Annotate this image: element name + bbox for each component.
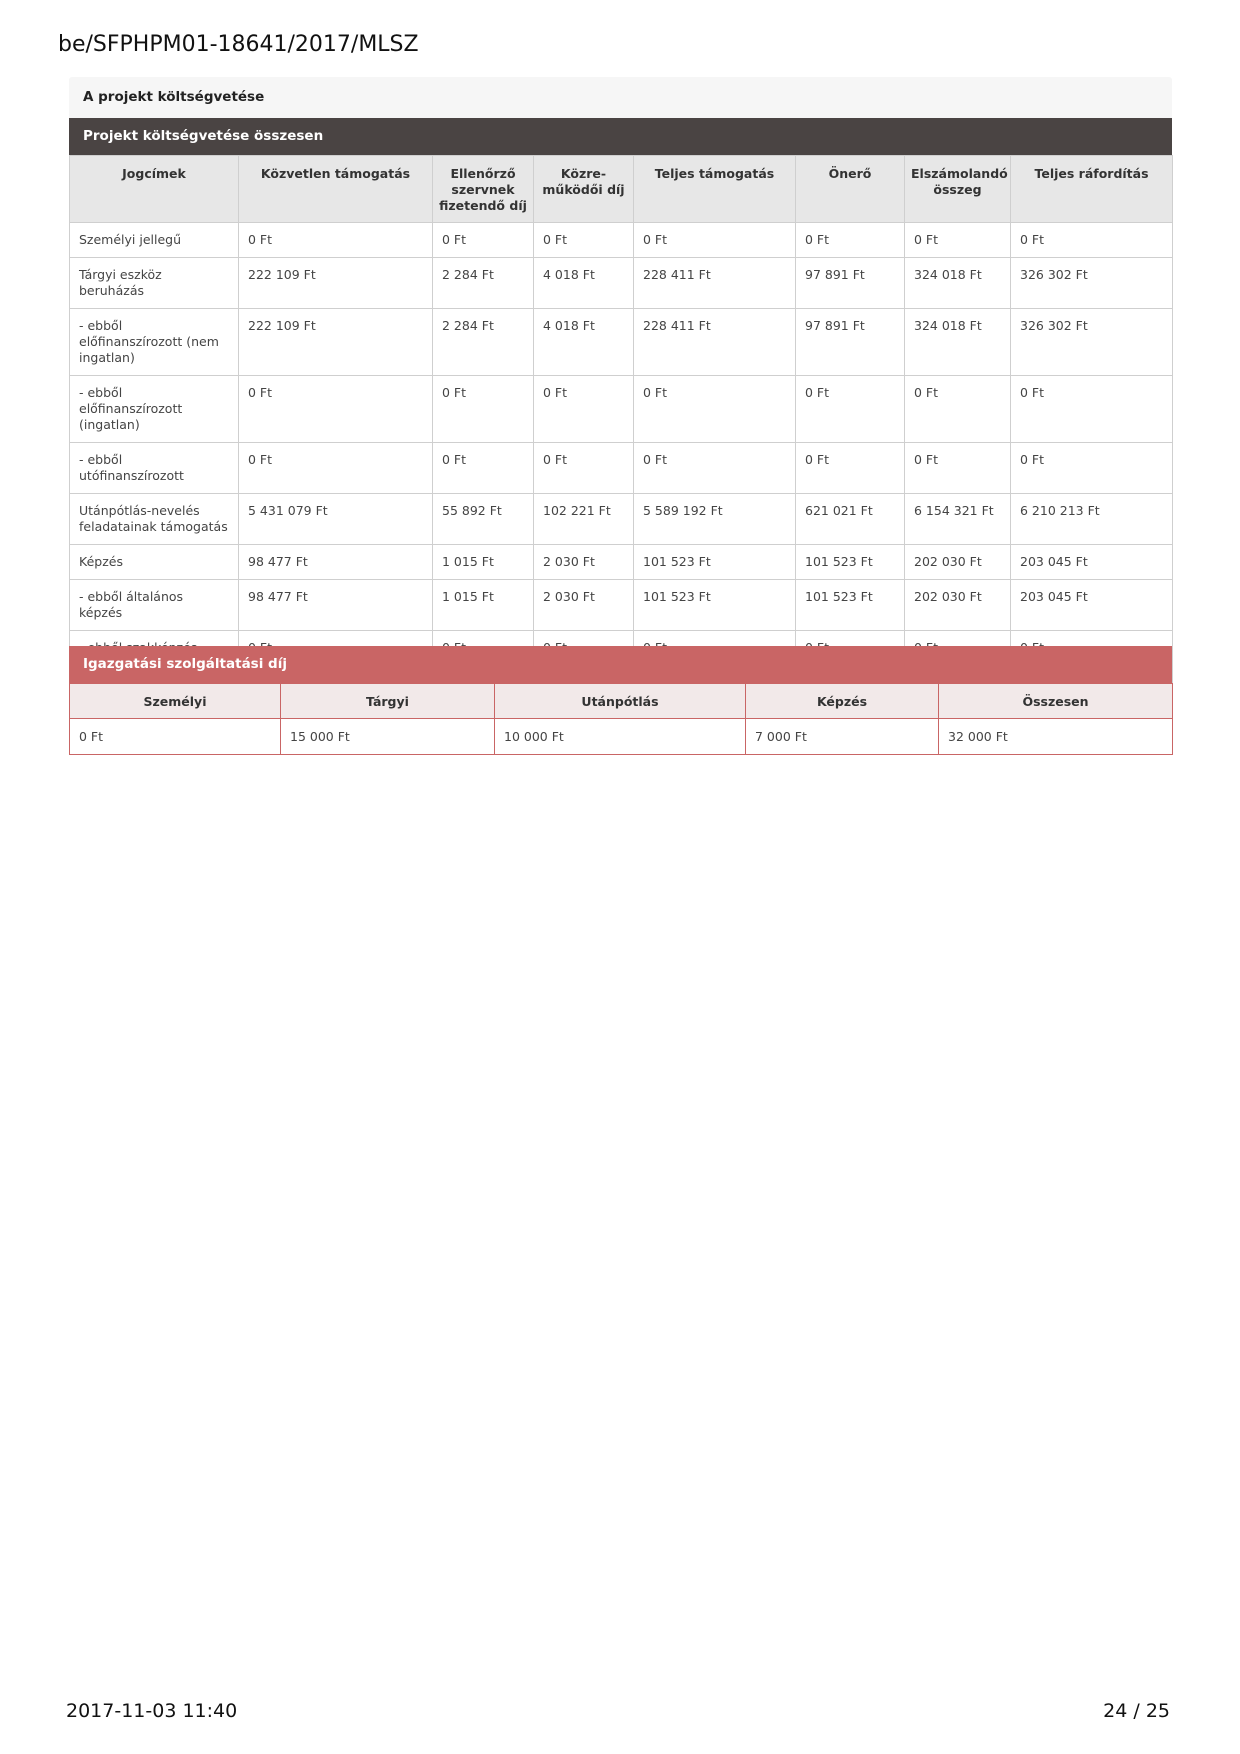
table-cell: 15 000 Ft [281, 719, 495, 755]
table-cell: 0 Ft [534, 223, 634, 258]
table-cell: 101 523 Ft [796, 580, 905, 631]
header-cell: Személyi [70, 684, 281, 719]
table-cell: 0 Ft [70, 719, 281, 755]
row-label: Tárgyi eszköz beruházás [70, 258, 239, 309]
header-cell: Képzés [746, 684, 939, 719]
table-cell: 0 Ft [1011, 376, 1173, 443]
table-cell: 324 018 Ft [905, 258, 1011, 309]
table-cell: 228 411 Ft [634, 258, 796, 309]
table-cell: 0 Ft [905, 223, 1011, 258]
row-label: Képzés [70, 545, 239, 580]
table-cell: 2 030 Ft [534, 545, 634, 580]
header-cell: Elszámolandó összeg [905, 156, 1011, 223]
header-cell: Utánpótlás [495, 684, 746, 719]
header-cell: Közre-működői díj [534, 156, 634, 223]
table-cell: 5 589 192 Ft [634, 494, 796, 545]
table-cell: 55 892 Ft [433, 494, 534, 545]
table-cell: 324 018 Ft [905, 309, 1011, 376]
budget-table-title: Projekt költségvetése összesen [69, 118, 1172, 155]
row-label: Személyi jellegű [70, 223, 239, 258]
table-cell: 4 018 Ft [534, 258, 634, 309]
table-cell: 0 Ft [905, 443, 1011, 494]
table-cell: 98 477 Ft [239, 580, 433, 631]
table-cell: 621 021 Ft [796, 494, 905, 545]
table-row [70, 545, 1173, 580]
table-cell: 202 030 Ft [905, 545, 1011, 580]
header-cell: Összesen [939, 684, 1173, 719]
table-cell: 0 Ft [534, 443, 634, 494]
row-label: - ebből előfinanszírozott (ingatlan) [70, 376, 239, 443]
table-cell: 6 210 213 Ft [1011, 494, 1173, 545]
table-cell: 7 000 Ft [746, 719, 939, 755]
table-row [70, 580, 1173, 631]
header-cell: Közvetlen támogatás [239, 156, 433, 223]
table-cell: 0 Ft [534, 376, 634, 443]
table-cell: 2 030 Ft [534, 580, 634, 631]
table-cell: 0 Ft [433, 223, 534, 258]
table-row [70, 719, 1173, 755]
table-cell: 0 Ft [239, 443, 433, 494]
header-cell: Ellenőrző szervnek fizetendő díj [433, 156, 534, 223]
table-cell: 203 045 Ft [1011, 580, 1173, 631]
table-cell: 222 109 Ft [239, 258, 433, 309]
table-cell: 97 891 Ft [796, 258, 905, 309]
table-cell: 203 045 Ft [1011, 545, 1173, 580]
table-row [70, 494, 1173, 545]
table-cell: 32 000 Ft [939, 719, 1173, 755]
fee-table [69, 683, 1173, 755]
table-cell: 0 Ft [796, 376, 905, 443]
table-cell: 6 154 321 Ft [905, 494, 1011, 545]
budget-table [69, 155, 1173, 701]
fee-table-title: Igazgatási szolgáltatási díj [69, 646, 1172, 683]
table-row [70, 258, 1173, 309]
table-cell: 0 Ft [796, 223, 905, 258]
table-cell: 0 Ft [634, 376, 796, 443]
table-cell: 101 523 Ft [634, 545, 796, 580]
row-label: Utánpótlás-nevelés feladatainak támogatás [70, 494, 239, 545]
table-cell: 10 000 Ft [495, 719, 746, 755]
table-row [70, 309, 1173, 376]
table-cell: 1 015 Ft [433, 580, 534, 631]
table-cell: 0 Ft [433, 376, 534, 443]
table-cell: 101 523 Ft [634, 580, 796, 631]
table-cell: 101 523 Ft [796, 545, 905, 580]
table-cell: 102 221 Ft [534, 494, 634, 545]
table-cell: 0 Ft [1011, 443, 1173, 494]
table-cell: 5 431 079 Ft [239, 494, 433, 545]
budget-header-row [70, 156, 1173, 223]
header-cell: Jogcímek [70, 156, 239, 223]
row-label: - ebből előfinanszírozott (nem ingatlan) [70, 309, 239, 376]
header-cell: Teljes támogatás [634, 156, 796, 223]
table-cell: 2 284 Ft [433, 258, 534, 309]
row-label: - ebből általános képzés [70, 580, 239, 631]
table-cell: 0 Ft [634, 223, 796, 258]
table-cell: 1 015 Ft [433, 545, 534, 580]
budget-section [69, 77, 1172, 701]
header-cell: Tárgyi [281, 684, 495, 719]
row-label: - ebből utófinanszírozott [70, 443, 239, 494]
table-cell: 0 Ft [239, 376, 433, 443]
header-cell: Teljes ráfordítás [1011, 156, 1173, 223]
table-row [70, 443, 1173, 494]
table-cell: 4 018 Ft [534, 309, 634, 376]
table-cell: 222 109 Ft [239, 309, 433, 376]
table-cell: 0 Ft [634, 443, 796, 494]
table-cell: 0 Ft [1011, 223, 1173, 258]
table-cell: 326 302 Ft [1011, 258, 1173, 309]
table-cell: 0 Ft [905, 376, 1011, 443]
table-cell: 0 Ft [433, 443, 534, 494]
table-cell: 0 Ft [796, 443, 905, 494]
table-cell: 0 Ft [239, 223, 433, 258]
footer-timestamp: 2017-11-03 11:40 [66, 1700, 238, 1722]
document-id: be/SFPHPM01-18641/2017/MLSZ [58, 32, 419, 57]
fee-header-row [70, 684, 1173, 719]
fee-section [69, 646, 1172, 755]
footer-page-number: 24 / 25 [1103, 1700, 1170, 1722]
table-cell: 228 411 Ft [634, 309, 796, 376]
table-row [70, 223, 1173, 258]
table-row [70, 376, 1173, 443]
table-cell: 98 477 Ft [239, 545, 433, 580]
table-cell: 202 030 Ft [905, 580, 1011, 631]
table-cell: 2 284 Ft [433, 309, 534, 376]
header-cell: Önerő [796, 156, 905, 223]
table-cell: 97 891 Ft [796, 309, 905, 376]
section-title: A projekt költségvetése [69, 77, 1172, 118]
table-cell: 326 302 Ft [1011, 309, 1173, 376]
